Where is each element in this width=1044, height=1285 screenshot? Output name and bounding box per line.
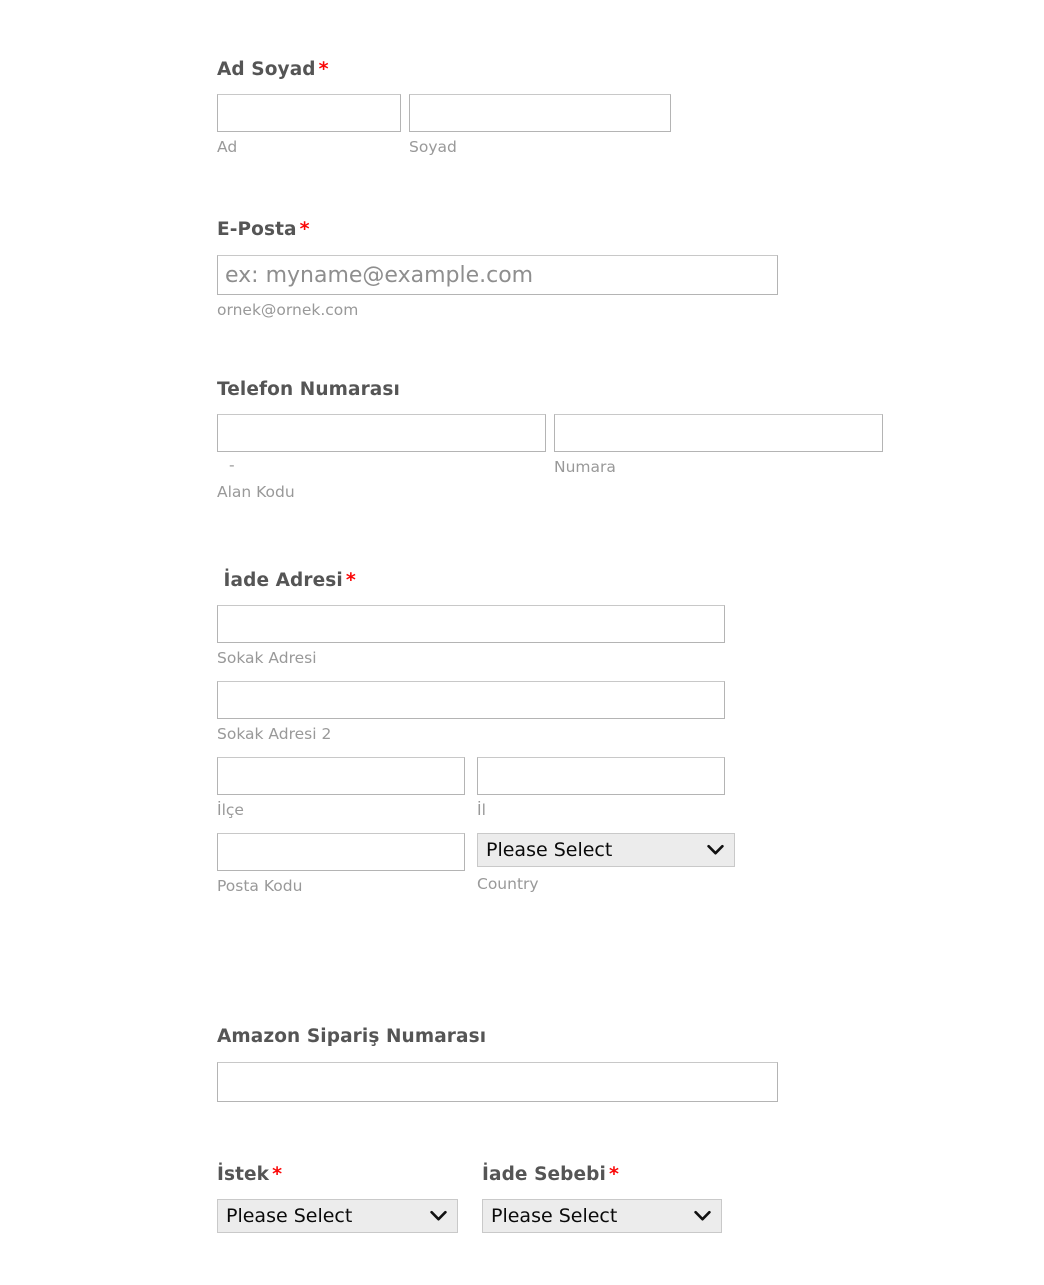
first-name-input[interactable] (217, 94, 401, 132)
field-request-reason-group (217, 1163, 722, 1233)
postal-code-input[interactable] (217, 833, 465, 871)
postal-country-row (217, 833, 735, 909)
cell-city (217, 757, 465, 833)
last-name-input[interactable] (409, 94, 671, 132)
phone-row (217, 414, 883, 502)
sublabel-state: İl (477, 801, 486, 819)
label-phone: Telefon Numarası (217, 379, 400, 400)
request-select[interactable] (217, 1199, 458, 1233)
required-asterisk: * (318, 58, 329, 80)
label-full-name (217, 58, 671, 81)
field-full-name (217, 58, 671, 157)
cell-area-code (217, 414, 546, 502)
label-request (217, 1163, 458, 1186)
cell-country (477, 833, 735, 907)
city-input[interactable] (217, 757, 465, 795)
sublabel-city: İlçe (217, 801, 244, 819)
cell-phone-number (554, 414, 883, 477)
cell-street-address-2 (217, 681, 735, 757)
amazon-order-number-input[interactable] (217, 1062, 778, 1102)
required-asterisk: * (608, 1163, 619, 1185)
field-email (217, 218, 778, 320)
sublabel-area-code (217, 456, 546, 502)
request-select-wrap (217, 1199, 458, 1233)
cell-return-reason (482, 1163, 722, 1233)
sublabel-street-address: Sokak Adresi (217, 649, 317, 667)
sublabel-first-name: Ad (217, 138, 238, 156)
email-input[interactable] (217, 255, 778, 295)
label-full-name-text: Ad Soyad (217, 59, 316, 80)
sublabel-area-code-text: Alan Kodu (217, 483, 295, 501)
street-address-2-input[interactable] (217, 681, 725, 719)
area-code-input[interactable] (217, 414, 546, 452)
return-reason-select[interactable] (482, 1199, 722, 1233)
label-return-address-text: İade Adresi (217, 570, 343, 591)
label-email-text: E-Posta (217, 219, 297, 240)
label-return-address (217, 569, 735, 592)
country-select[interactable] (477, 833, 735, 867)
return-reason-select-wrap (482, 1199, 722, 1233)
street-address-input[interactable] (217, 605, 725, 643)
cell-first-name (217, 94, 401, 157)
field-return-address (217, 569, 735, 909)
cell-email (217, 255, 778, 320)
cell-state (477, 757, 725, 833)
cell-street-address (217, 605, 735, 681)
required-asterisk: * (272, 1163, 283, 1185)
field-amazon-order-number (217, 1026, 778, 1102)
label-request-text: İstek (217, 1164, 270, 1185)
country-select-wrap (477, 833, 735, 867)
sublabel-street-address-2: Sokak Adresi 2 (217, 725, 332, 743)
label-email (217, 218, 778, 241)
label-amazon-order-number: Amazon Sipariş Numarası (217, 1026, 487, 1047)
label-return-reason (482, 1163, 722, 1186)
sublabel-last-name: Soyad (409, 138, 457, 156)
name-row (217, 94, 671, 157)
state-input[interactable] (477, 757, 725, 795)
required-asterisk: * (299, 218, 310, 240)
cell-request (217, 1163, 458, 1233)
sublabel-country: Country (477, 875, 539, 893)
cell-postal-code (217, 833, 465, 909)
cell-last-name (409, 94, 671, 157)
field-phone (217, 379, 883, 502)
phone-number-input[interactable] (554, 414, 883, 452)
city-state-row (217, 757, 735, 833)
required-asterisk: * (345, 569, 356, 591)
sublabel-email: ornek@ornek.com (217, 301, 359, 319)
sublabel-postal-code: Posta Kodu (217, 877, 303, 895)
request-reason-row (217, 1163, 722, 1233)
sublabel-phone-number: Numara (554, 458, 616, 476)
phone-separator: - (229, 456, 235, 474)
label-return-reason-text: İade Sebebi (482, 1164, 606, 1185)
